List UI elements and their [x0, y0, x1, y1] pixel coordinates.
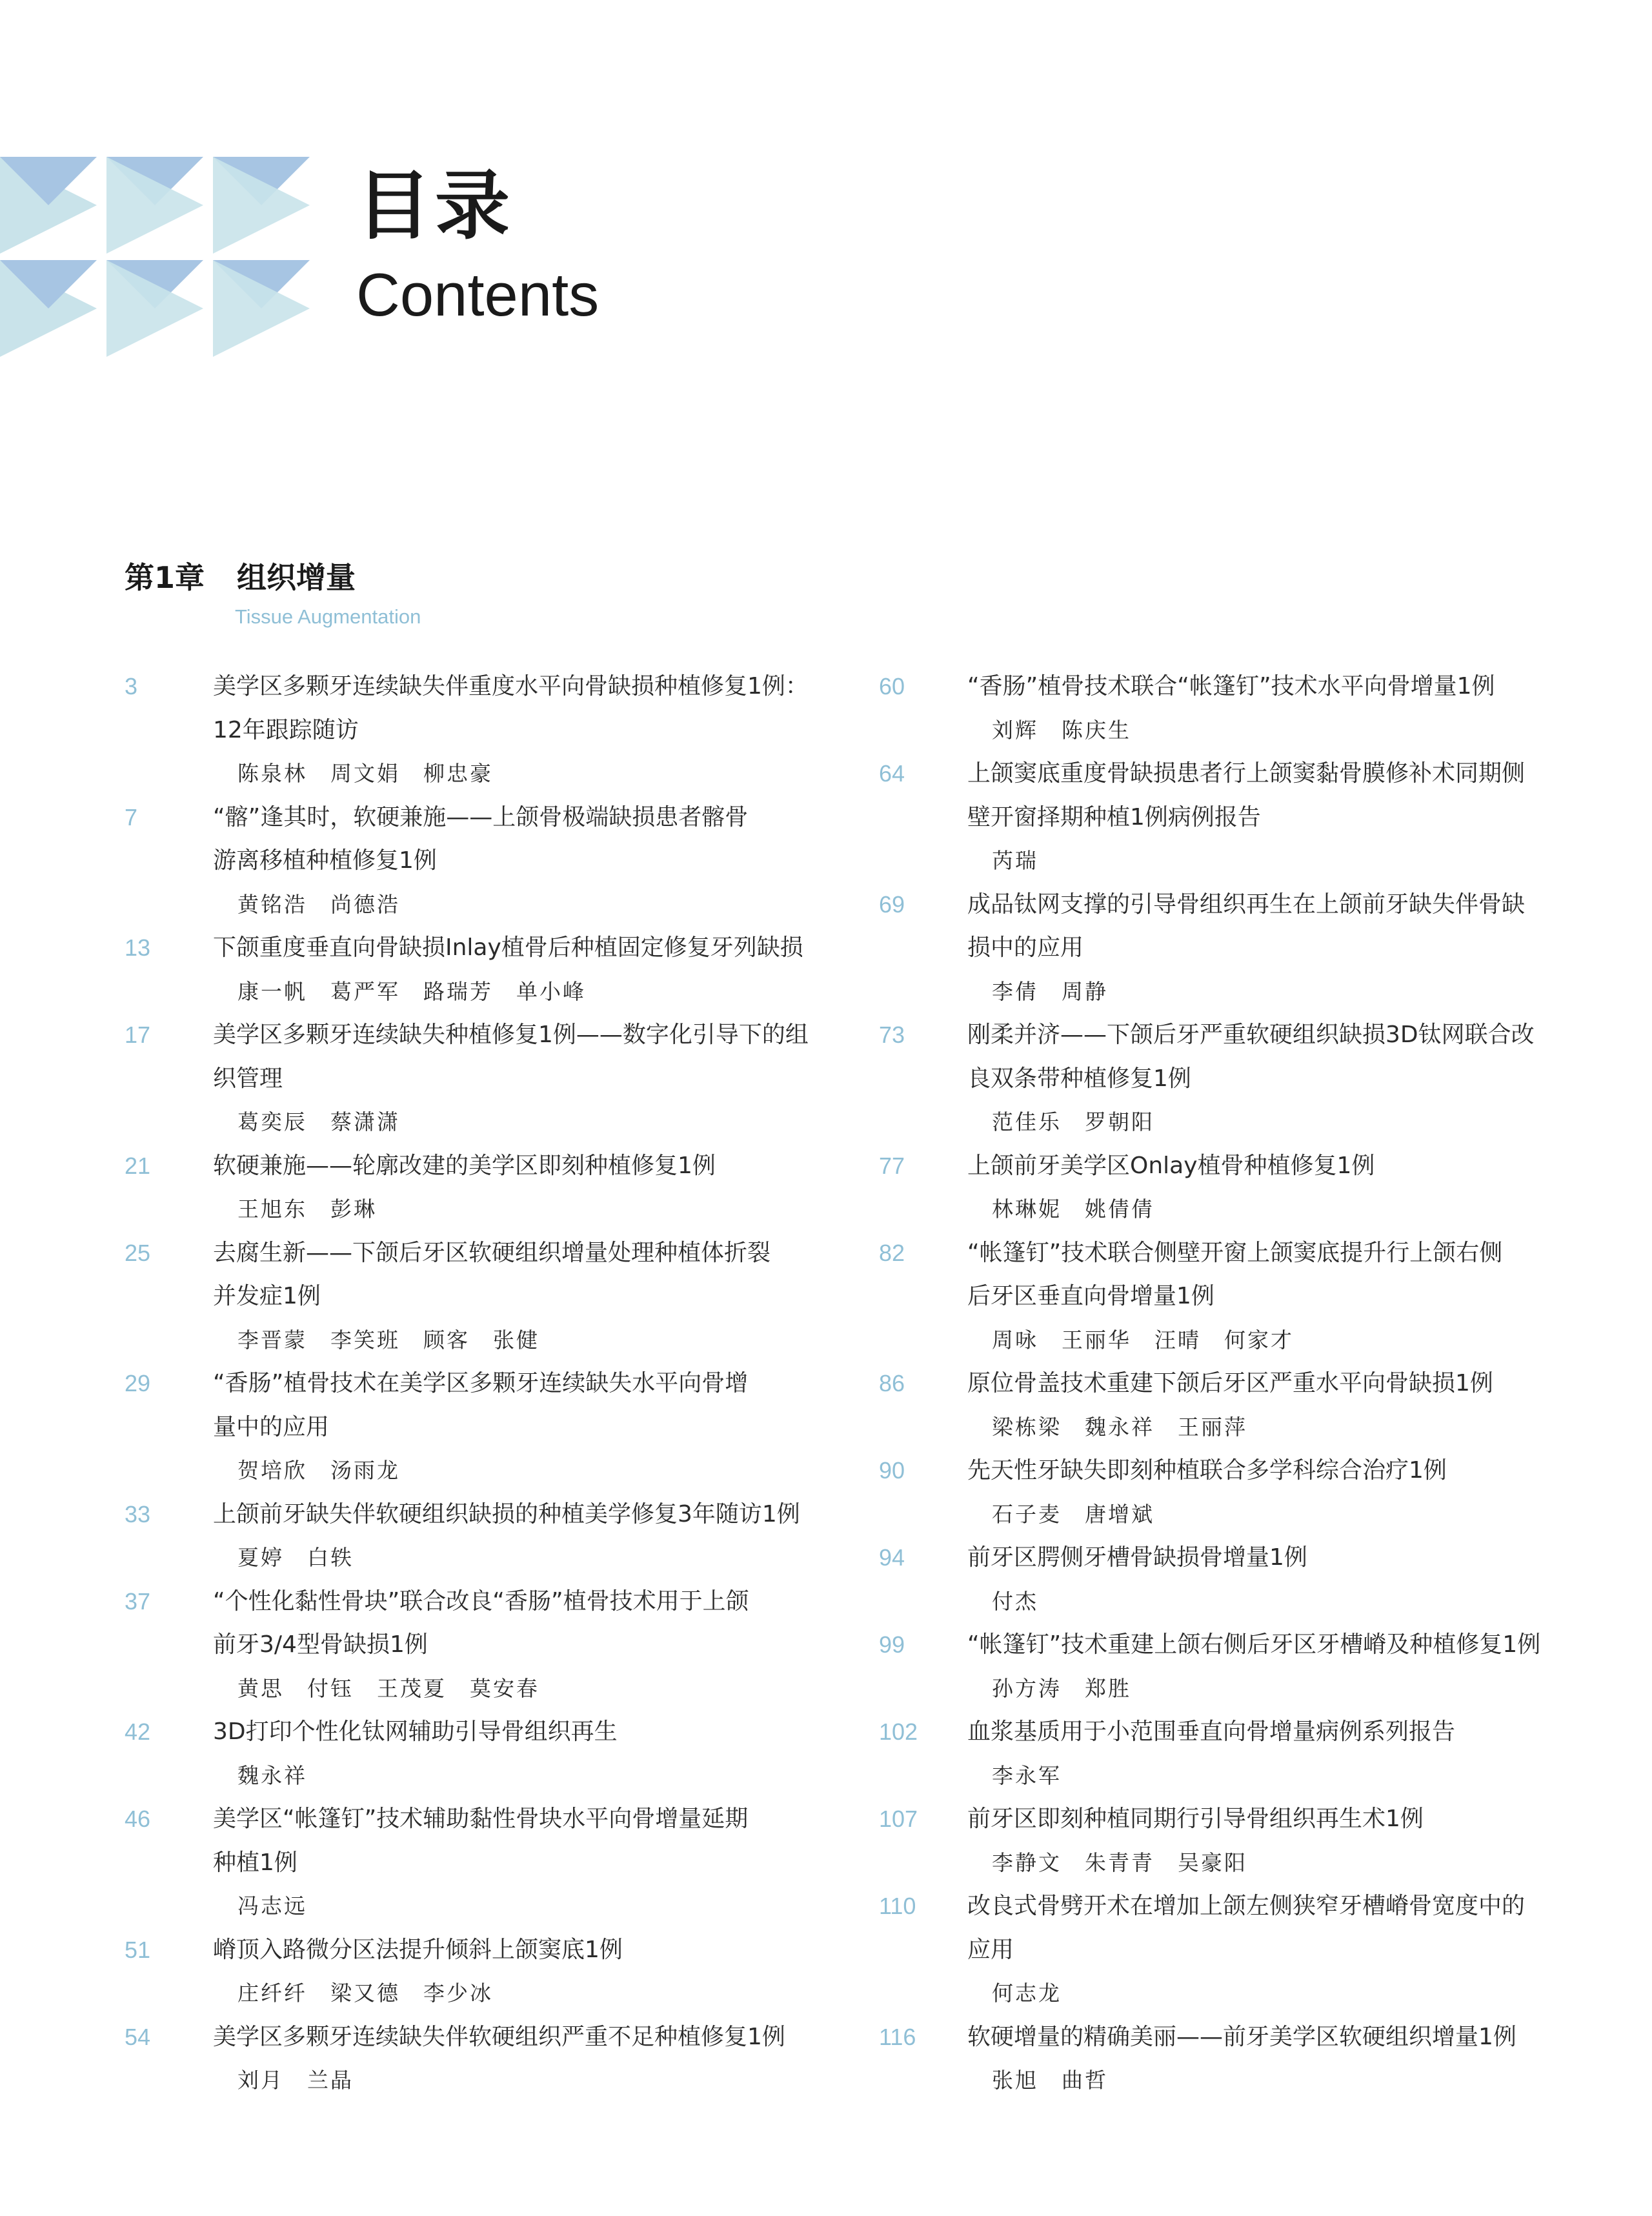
toc-entry-title-line: 壁开窗择期种植1例病例报告	[967, 803, 1261, 831]
toc-entry-authors: 张旭 曲哲	[992, 2068, 1108, 2093]
toc-entry[interactable]	[125, 926, 834, 1013]
toc-entry[interactable]	[879, 1623, 1589, 1710]
page-title: 目录	[356, 163, 514, 250]
toc-entry[interactable]	[125, 1710, 834, 1797]
toc-entry-authors: 陈泉林 周文娟 柳忠豪	[237, 761, 493, 786]
toc-entry-title-line: 前牙区腭侧牙槽骨缺损骨增量1例	[967, 1544, 1307, 1571]
toc-entry-body	[213, 1362, 834, 1493]
toc-entry-body	[967, 1797, 1589, 1884]
toc-entry-title-line: 嵴顶入路微分区法提升倾斜上颌窦底1例	[213, 1936, 623, 1963]
toc-entry-body	[213, 1493, 834, 1580]
toc-page-number: 33	[125, 1500, 151, 1527]
toc-entry-body	[967, 1884, 1589, 2015]
toc-entry-title-line: 美学区多颗牙连续缺失种植修复1例——数字化引导下的组	[213, 1022, 809, 1048]
toc-entry-body	[213, 665, 834, 796]
toc-page-number: 54	[125, 2023, 151, 2050]
toc-entry-body	[213, 926, 834, 1013]
toc-page-number: 99	[879, 1631, 905, 1658]
toc-page-number: 69	[879, 891, 905, 918]
toc-entry-title-line: 并发症1例	[213, 1283, 321, 1309]
toc-entry-authors: 黄铭浩 尚德浩	[237, 891, 400, 917]
toc-entry[interactable]	[879, 1144, 1589, 1231]
toc-entry-title-line: 软硬增量的精确美丽——前牙美学区软硬组织增量1例	[967, 2023, 1516, 2050]
toc-entry-authors: 石子麦 唐增斌	[992, 1501, 1154, 1527]
toc-entry[interactable]	[879, 1710, 1589, 1797]
toc-entry[interactable]	[125, 2015, 834, 2102]
toc-page-number: 7	[125, 803, 138, 831]
toc-page-number: 107	[879, 1806, 918, 1832]
toc-entry-body	[213, 1710, 834, 1797]
toc-entry-authors: 李静文 朱青青 吴豪阳	[992, 1849, 1247, 1875]
chapter-number: 第1章	[125, 560, 205, 595]
toc-entry-body	[213, 1580, 834, 1711]
toc-entry-body	[967, 2015, 1589, 2102]
toc-entry-authors: 梁栋梁 魏永祥 王丽萍	[992, 1414, 1247, 1440]
toc-page-number: 102	[879, 1718, 918, 1745]
toc-page-number: 29	[125, 1370, 151, 1396]
toc-entry-title-line: 美学区多颗牙连续缺失伴重度水平向骨缺损种植修复1例：	[213, 673, 809, 700]
toc-entry-authors: 李永军	[992, 1762, 1062, 1788]
toc-entry-title-line: “香肠”植骨技术联合“帐篷钉”技术水平向骨增量1例	[967, 673, 1495, 700]
toc-entry-body	[967, 1449, 1589, 1536]
toc-entry[interactable]	[879, 1231, 1589, 1362]
toc-entry-authors: 林琳妮 姚倩倩	[992, 1196, 1154, 1222]
toc-entry-title-line: 改良式骨劈开术在增加上颌左侧狭窄牙槽嵴骨宽度中的	[967, 1893, 1526, 1919]
toc-page-number: 64	[879, 760, 905, 787]
toc-entry-title-line: 原位骨盖技术重建下颌后牙区严重水平向骨缺损1例	[967, 1370, 1493, 1396]
toc-entry-body	[967, 1710, 1589, 1797]
toc-entry-body	[213, 1231, 834, 1362]
toc-entry-authors: 何志龙	[992, 1980, 1062, 2006]
toc-page-number: 17	[125, 1022, 151, 1048]
toc-entry[interactable]	[879, 883, 1589, 1014]
toc-page-number: 21	[125, 1152, 151, 1179]
toc-entry-title-line: 美学区“帐篷钉”技术辅助黏性骨块水平向骨增量延期	[213, 1806, 749, 1832]
toc-entry-authors: 范佳乐 罗朝阳	[992, 1109, 1154, 1134]
toc-entry-body	[213, 796, 834, 927]
page-title-english: Contents	[356, 261, 599, 328]
toc-entry-title-line: “髂”逢其时，软硬兼施——上颌骨极端缺损患者髂骨	[213, 803, 749, 831]
toc-entry[interactable]	[125, 1362, 834, 1493]
toc-entry-authors: 李倩 周静	[992, 978, 1108, 1004]
toc-entry-body	[213, 1013, 834, 1144]
toc-entry-title-line: “帐篷钉”技术重建上颌右侧后牙区牙槽嵴及种植修复1例	[967, 1631, 1541, 1658]
toc-entry[interactable]	[879, 1449, 1589, 1536]
toc-entry-authors: 葛奕辰 蔡潇潇	[237, 1109, 400, 1134]
toc-page-number: 110	[879, 1893, 916, 1919]
toc-entry-title-line: 上颌窦底重度骨缺损患者行上颌窦黏骨膜修补术同期侧	[967, 760, 1526, 787]
toc-entry-body	[213, 2015, 834, 2102]
toc-entry-title-line: 3D打印个性化钛网辅助引导骨组织再生	[213, 1718, 618, 1745]
toc-page-number: 51	[125, 1936, 151, 1963]
toc-entry-title-line: 量中的应用	[213, 1413, 330, 1440]
toc-page-number: 82	[879, 1239, 905, 1266]
toc-entry-title-line: 血浆基质用于小范围垂直向骨增量病例系列报告	[967, 1718, 1456, 1745]
toc-entry-authors: 冯志远	[237, 1893, 307, 1919]
toc-entry-title-line: 12年跟踪随访	[213, 716, 359, 743]
toc-page-number: 77	[879, 1152, 905, 1179]
toc-entry-title-line: 游离移植种植修复1例	[213, 847, 437, 874]
toc-entry-body	[213, 1144, 834, 1231]
toc-entry-body	[967, 1536, 1589, 1623]
toc-entry-title-line: “帐篷钉”技术联合侧壁开窗上颌窦底提升行上颌右侧	[967, 1239, 1503, 1266]
toc-entry-title-line: 织管理	[213, 1065, 283, 1092]
toc-entry-body	[967, 883, 1589, 1014]
toc-page-number: 13	[125, 934, 151, 961]
toc-entry[interactable]	[125, 1493, 834, 1580]
chapter-heading	[125, 560, 356, 595]
toc-entry[interactable]	[125, 1144, 834, 1231]
toc-entry-body	[967, 1231, 1589, 1362]
toc-entry-body	[967, 752, 1589, 883]
toc-entry-authors: 庄纤纤 梁又德 李少冰	[237, 1980, 493, 2006]
chapter-subtitle: Tissue Augmentation	[235, 605, 421, 628]
toc-entry-authors: 贺培欣 汤雨龙	[237, 1458, 400, 1483]
toc-entry-body	[967, 1013, 1589, 1144]
chapter-title: 组织增量	[237, 560, 356, 595]
toc-entry-authors: 夏婷 白轶	[237, 1545, 354, 1570]
toc-entry-body	[967, 665, 1589, 752]
toc-entry-authors: 芮瑞	[992, 848, 1038, 873]
toc-page-number: 94	[879, 1544, 905, 1571]
toc-entry-title-line: “香肠”植骨技术在美学区多颗牙连续缺失水平向骨增	[213, 1370, 749, 1396]
toc-entry-title-line: 后牙区垂直向骨增量1例	[967, 1283, 1214, 1309]
toc-entry-title-line: 先天性牙缺失即刻种植联合多学科综合治疗1例	[967, 1457, 1447, 1484]
toc-entry-authors: 付杰	[992, 1588, 1038, 1614]
toc-entry[interactable]	[125, 1580, 834, 1711]
toc-entry[interactable]	[879, 1536, 1589, 1623]
toc-page-number: 46	[125, 1806, 151, 1832]
toc-entry[interactable]	[879, 665, 1589, 752]
toc-entry-title-line: 良双条带种植修复1例	[967, 1065, 1191, 1092]
toc-entry-authors: 孙方涛 郑胜	[992, 1675, 1131, 1701]
toc-entry-authors: 刘月 兰晶	[237, 2068, 354, 2093]
toc-entry-title-line: 美学区多颗牙连续缺失伴软硬组织严重不足种植修复1例	[213, 2023, 785, 2050]
toc-entry[interactable]	[879, 1013, 1589, 1144]
toc-page-number: 86	[879, 1370, 905, 1396]
toc-entry[interactable]	[879, 2015, 1589, 2102]
toc-page-number: 42	[125, 1718, 151, 1745]
toc-entry-body	[213, 1797, 834, 1928]
toc-entry-title-line: 成品钛网支撑的引导骨组织再生在上颌前牙缺失伴骨缺	[967, 891, 1526, 918]
toc-entry-body	[213, 1928, 834, 2015]
toc-entry-body	[967, 1362, 1589, 1449]
toc-entry[interactable]	[125, 1231, 834, 1362]
toc-entry-body	[967, 1623, 1589, 1710]
toc-entry[interactable]	[125, 1013, 834, 1144]
toc-entry-authors: 黄思 付钰 王茂夏 莫安春	[237, 1675, 539, 1701]
toc-entry[interactable]	[125, 665, 834, 796]
triangle-decoration	[0, 157, 323, 357]
toc-entry[interactable]	[125, 1928, 834, 2015]
toc-page-number: 90	[879, 1457, 905, 1484]
toc-entry-title-line: 下颌重度垂直向骨缺损Inlay植骨后种植固定修复牙列缺损	[213, 934, 803, 961]
toc-entry-authors: 王旭东 彭琳	[237, 1196, 377, 1222]
toc-entry[interactable]	[879, 1797, 1589, 1884]
toc-entry-title-line: 去腐生新——下颌后牙区软硬组织增量处理种植体折裂	[213, 1239, 771, 1266]
toc-entry[interactable]	[125, 796, 834, 927]
toc-entry-title-line: 应用	[967, 1936, 1014, 1963]
toc-entry[interactable]	[879, 1362, 1589, 1449]
toc-entry-title-line: 前牙区即刻种植同期行引导骨组织再生术1例	[967, 1806, 1424, 1832]
toc-entry-authors: 周咏 王丽华 汪晴 何家才	[992, 1327, 1294, 1353]
toc-page-number: 3	[125, 673, 138, 700]
toc-page-number: 25	[125, 1239, 151, 1266]
toc-column-left	[125, 665, 834, 2102]
toc-page-number: 37	[125, 1587, 151, 1615]
toc-page-number: 60	[879, 673, 905, 700]
toc-entry-authors: 魏永祥	[237, 1762, 307, 1788]
toc-page-number: 73	[879, 1022, 905, 1048]
toc-entry-title-line: 种植1例	[213, 1849, 297, 1876]
toc-entry-title-line: 前牙3/4型骨缺损1例	[213, 1631, 428, 1658]
toc-entry-title-line: 上颌前牙美学区Onlay植骨种植修复1例	[967, 1152, 1375, 1179]
toc-entry-title-line: “个性化黏性骨块”联合改良“香肠”植骨技术用于上颌	[213, 1587, 749, 1615]
toc-entry-authors: 李晋蒙 李笑班 顾客 张健	[237, 1327, 539, 1353]
toc-entry-title-line: 上颌前牙缺失伴软硬组织缺损的种植美学修复3年随访1例	[213, 1500, 800, 1527]
toc-entry-title-line: 损中的应用	[967, 934, 1084, 961]
toc-page-number: 116	[879, 2023, 916, 2050]
toc-column-right	[879, 665, 1589, 2102]
toc-entry-authors: 刘辉 陈庆生	[992, 717, 1131, 743]
toc-entry-body	[967, 1144, 1589, 1231]
toc-entry[interactable]	[125, 1797, 834, 1928]
toc-entry-title-line: 刚柔并济——下颌后牙严重软硬组织缺损3D钛网联合改	[967, 1022, 1535, 1048]
toc-entry-authors: 康一帆 葛严军 路瑞芳 单小峰	[237, 978, 586, 1004]
toc-entry-title-line: 软硬兼施——轮廓改建的美学区即刻种植修复1例	[213, 1152, 716, 1179]
toc-entry[interactable]	[879, 1884, 1589, 2015]
toc-entry[interactable]	[879, 752, 1589, 883]
